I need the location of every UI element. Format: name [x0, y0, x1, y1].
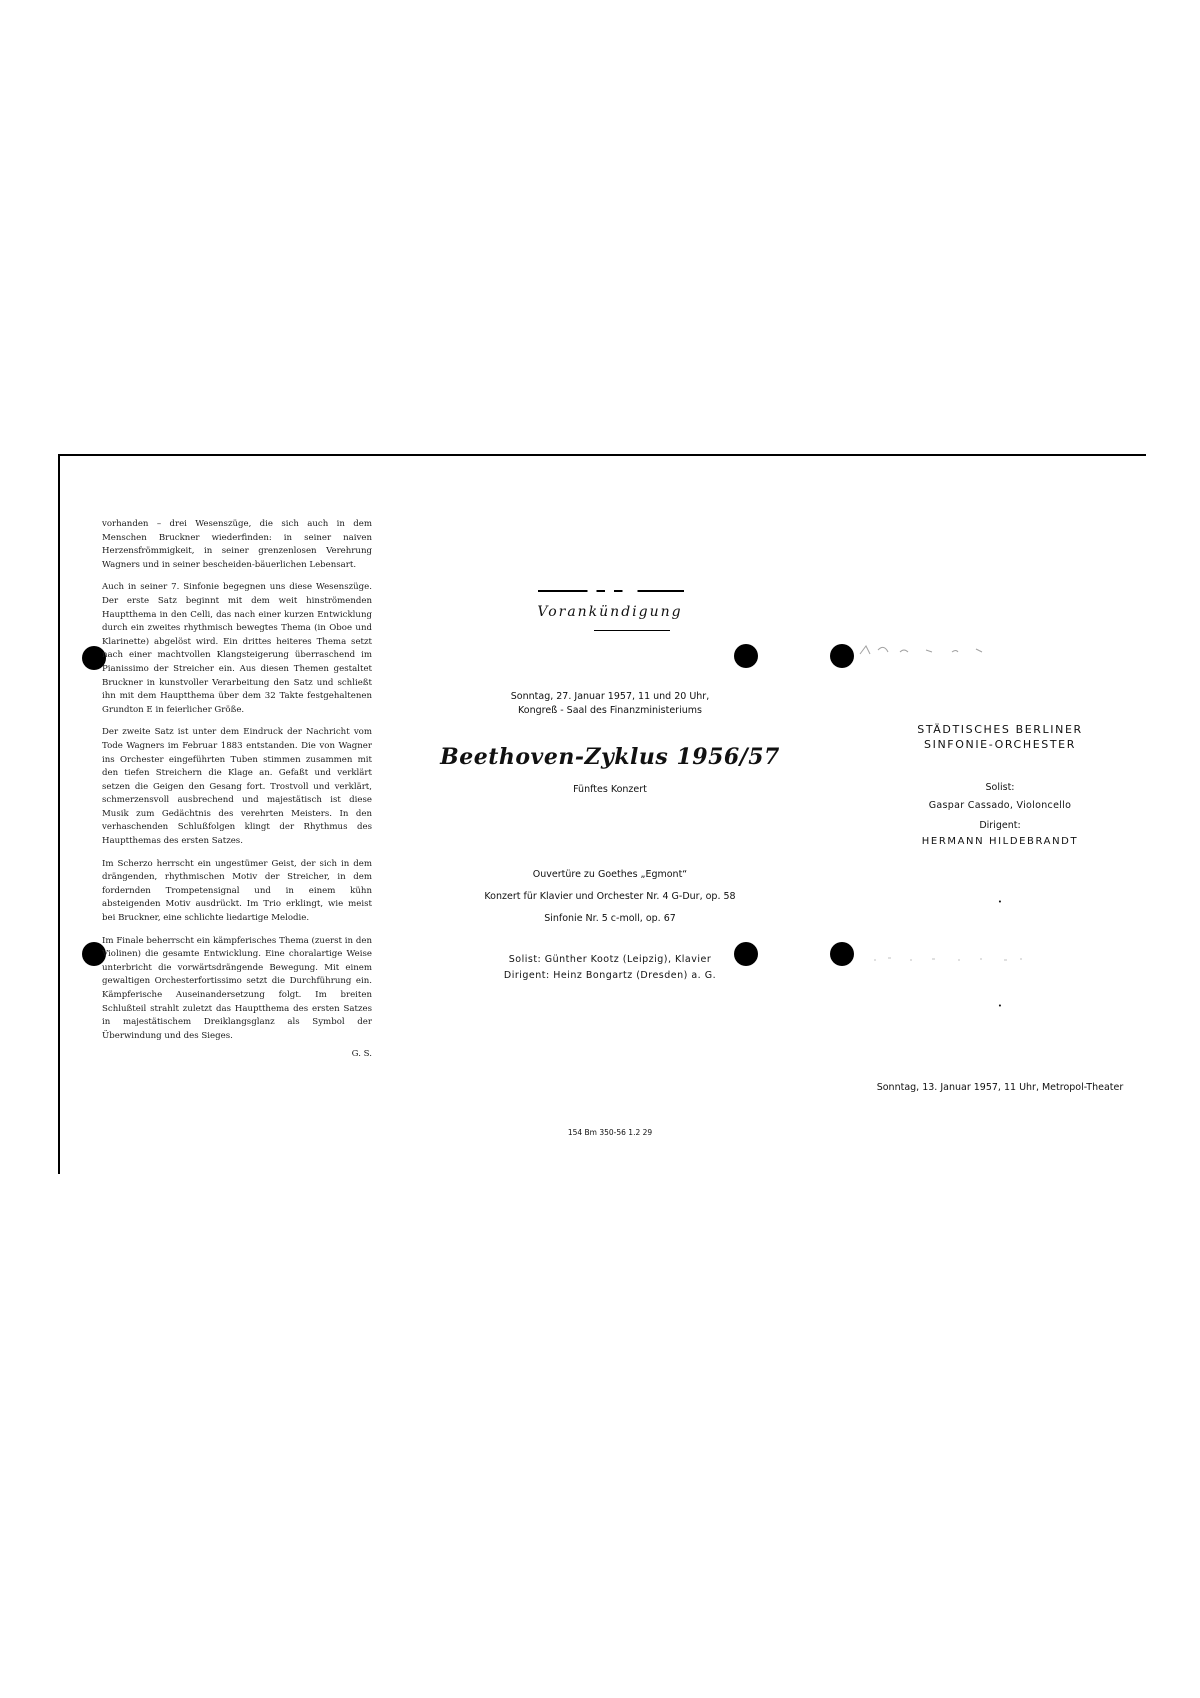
work-item: Konzert für Klavier und Orchester Nr. 4 G-Dur, op. 58 [484, 891, 736, 902]
event-date-venue: Sonntag, 13. Januar 1957, 11 Uhr, Metropol-Theater [876, 1082, 1124, 1093]
punch-hole-icon [830, 942, 854, 966]
ornamental-dash-line [538, 590, 684, 592]
essay-paragraph: Auch in seiner 7. Sinfonie begegnen uns diese Wesenszüge. Der erste Satz beginnt mit dem weit hinströmenden Hauptthema in den Celli, das nach einer kurzen Entwicklung durch ein zweites rhythmisch bewegtes Thema (in Oboe und Klarinette) abgelöst wird. Ein drittes heiteres Thema setzt nach einer machtvollen Klangsteigerung überraschend im Pianissimo der Streicher ein. Aus diesen Themen gestaltet Bruckner in kunstvoller Verarbeitung den Satz und schließt ihn mit dem Hauptthema über dem 32 Takte festgehaltenen Grundton E in feierlicher Größe. [102, 582, 372, 715]
essay-column [102, 518, 372, 1062]
work-item: Sinfonie Nr. 5 c-moll, op. 67 [544, 913, 676, 924]
concert-venue: Kongreß - Saal des Finanzministeriums [518, 705, 702, 716]
essay-signature: G. S. [351, 1049, 372, 1060]
essay-paragraph: Der zweite Satz ist unter dem Eindruck der Nachricht vom Tode Wagners im Februar 1883 entstanden. Die von Wagner ins Orchester eingeführten Tuben stimmen zusammen mit den tiefen Streichern die Klage an. Gefaßt und verklärt setzen die Geigen den Gesang fort. Trostvoll und verklärt, schmerzensvoll ausbrechend und majestätisch ist diese Musik zum Gedächtnis des verehrten Meisters. In den verhaschenden Schlußfolgen klingt der Rhythmus des Hauptthemas des ersten Satzes. [102, 727, 372, 847]
ornament-dot-icon: • [997, 1002, 1003, 1010]
soloist-credit: Solist: Günther Kootz (Leipzig), Klavier [508, 954, 712, 965]
essay-paragraph: Im Finale beherrscht ein kämpferisches Thema (zuerst in den Violinen) die gesamte Entwicklung. Eine choralartige Weise unterbricht die vorwärtsdrängende Bewegung. Mit einem gewaltigen Orchesterfortissimo setzt die Durchführung ein. Kämpferische Auseinandersetzung folgt. Im breiten Schlußteil strahlt zuletzt das Hauptthema des ersten Satzes in majestätischem Dreiklangsglanz als Symbol der Überwindung und des Sieges. [102, 935, 372, 1041]
faint-print-mark [870, 954, 1030, 964]
orchestra-name [860, 722, 1140, 752]
essay-paragraph: Im Scherzo herrscht ein ungestümer Geist, der sich in dem drängenden, rhythmischen Motiv der Streicher, in dem fordernden Trompetensignal und in einem kühn absteigenden Motiv ausdrückt. Im Trio erklingt, wie meist bei Bruckner, eine schlichte liedartige Melodie. [102, 858, 372, 924]
orchestra-name-line: SINFONIE-ORCHESTER [924, 738, 1076, 751]
left-border-line [58, 454, 60, 1174]
work-item: Ouvertüre zu Goethes „Egmont“ [532, 869, 688, 880]
performer-credits [440, 952, 780, 984]
works-list [440, 864, 780, 930]
cycle-title: Beethoven-Zyklus 1956/57 [440, 744, 780, 770]
concert-date-venue [440, 690, 780, 718]
concert-date: Sonntag, 27. Januar 1957, 11 und 20 Uhr, [510, 691, 710, 702]
essay-paragraph: vorhanden – drei Wesenszüge, die sich auch in dem Menschen Bruckner wiederfinden: in seiner naiven Herzensfrömmigkeit, in seiner grenzenlosen Verehrung Wagners und in seiner bescheiden-bäuerlichen Lebensart. [102, 519, 372, 570]
conductor-name: HERMANN HILDEBRANDT [921, 836, 1079, 847]
punch-hole-icon [830, 644, 854, 668]
print-code: 154 Bm 350-56 1.2 29 [567, 1128, 653, 1137]
conductor-label: Dirigent: [979, 820, 1021, 831]
announcement-underline [594, 630, 670, 631]
orchestra-name-line: STÄDTISCHES BERLINER [917, 723, 1083, 736]
announcement-heading: Vorankündigung [537, 604, 683, 620]
conductor-credit: Dirigent: Heinz Bongartz (Dresden) a. G. [503, 970, 717, 981]
concert-number: Fünftes Konzert [573, 784, 647, 795]
faint-handwriting-mark [856, 640, 1006, 660]
soloist-label: Solist: [985, 782, 1015, 793]
top-border-line [58, 454, 1146, 456]
soloist-name: Gaspar Cassado, Violoncello [928, 800, 1072, 811]
punch-hole-icon [734, 644, 758, 668]
ornament-dot-icon: • [997, 898, 1003, 906]
